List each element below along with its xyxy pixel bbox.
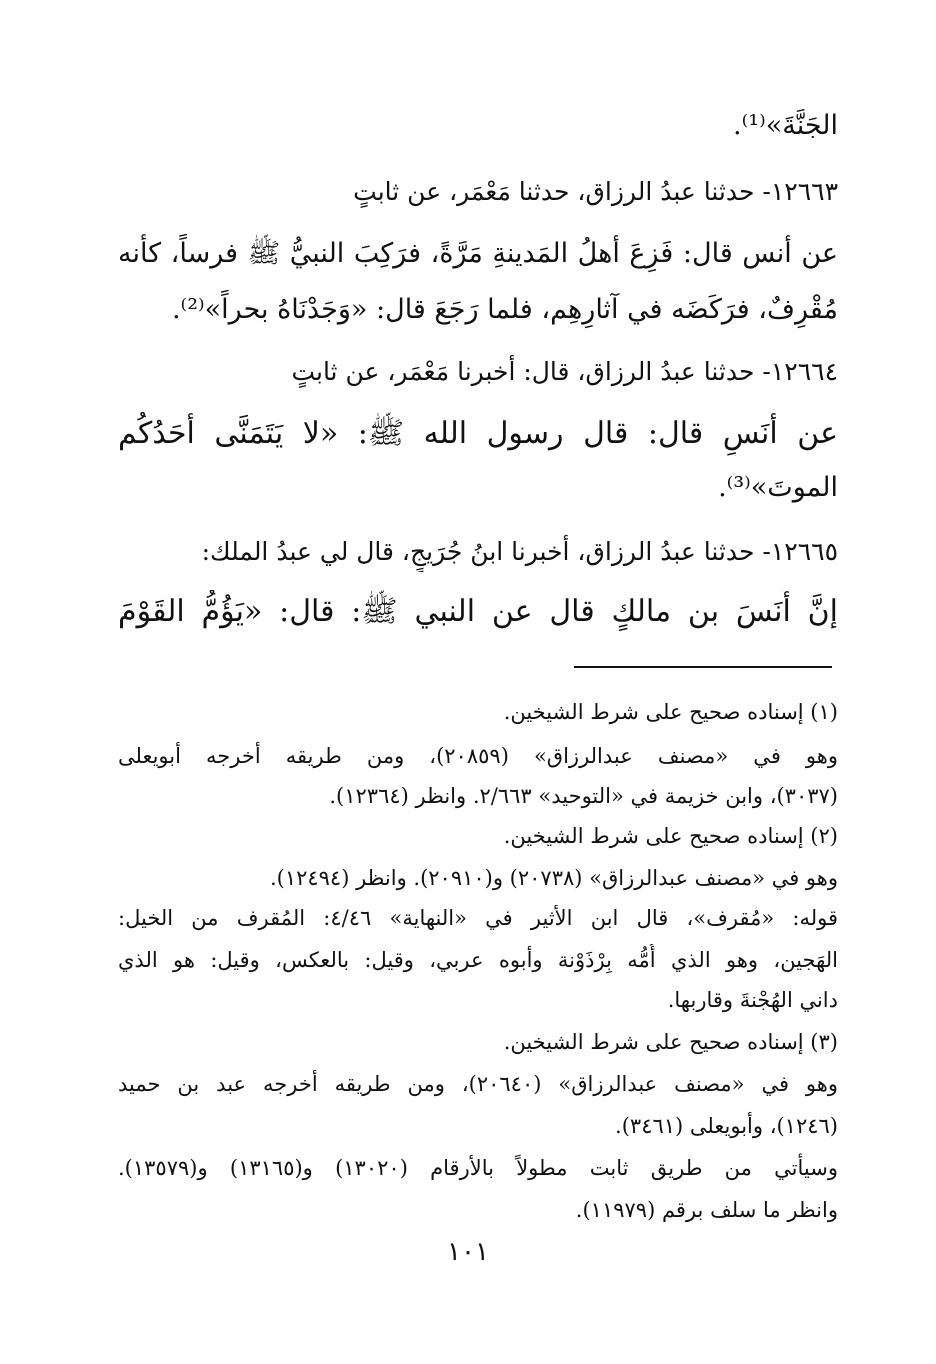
footnote-line: وانظر ما سلف برقم (١١٩٧٩). bbox=[575, 1198, 838, 1222]
text-line-4: مُقْرِفٌ، فرَكَضَه في آثارِهِم، فلما رَجَعَ قال: «وَجَدْنَاهُ بحراً»⁽²⁾. bbox=[171, 294, 838, 325]
footnote-line: وهو في «مصنف عبدالرزاق» (٢٠٦٤٠)، ومن طريقه أخرجه عبد بن حميد bbox=[118, 1072, 838, 1096]
text-line-7: الموتَ»⁽³⁾. bbox=[718, 472, 838, 503]
hadith-header-12663: ١٢٦٦٣- حدثنا عبدُ الرزاق، حدثنا مَعْمَر، عن ثابتٍ bbox=[353, 177, 838, 206]
footnote-2-title: (٢) إسناده صحيح على شرط الشيخين. bbox=[503, 824, 838, 848]
footnote-divider bbox=[574, 666, 832, 668]
page-number: ١٠١ bbox=[447, 1237, 489, 1267]
footnote-line: داني الهُجْنةَ وقاربها. bbox=[667, 988, 838, 1012]
footnote-3-title: (٣) إسناده صحيح على شرط الشيخين. bbox=[503, 1030, 838, 1054]
footnote-line: وهو في «مصنف عبدالرزاق» (٢٠٨٥٩)، ومن طريقه أخرجه أبويعلى bbox=[118, 744, 838, 768]
text-line-9: إنَّ أَنَسَ بن مالكٍ قال عن النبي ﷺ: قال: «يَؤُمُّ القَوْمَ bbox=[118, 594, 838, 629]
footnote-line: وسيأتي من طريق ثابت مطولاً بالأرقام (١٣٠٢٠) و(١٣١٦٥) و(١٣٥٧٩). bbox=[118, 1156, 838, 1180]
footnote-line: قوله: «مُقرف»، قال ابن الأثير في «النهاية» ٤/٤٦: المُقرف من الخيل: bbox=[118, 906, 838, 930]
footnote-line: الهَجين، وهو الذي أُمُّه بِرْذَوْنة وأبوه عربي، وقيل: بالعكس، وقيل: هو الذي bbox=[118, 948, 838, 972]
footnote-line: (٣٠٣٧)، وابن خزيمة في «التوحيد» ٢/٦٦٣. وانظر (١٢٣٦٤). bbox=[329, 784, 838, 808]
text-line-1: الجَنَّةَ»⁽¹⁾. bbox=[733, 110, 838, 141]
hadith-header-12665: ١٢٦٦٥- حدثنا عبدُ الرزاق، أخبرنا ابنُ جُرَيجٍ، قال لي عبدُ الملك: bbox=[201, 537, 838, 566]
text-line-6: عن أَنَسٍ قال: قال رسول الله ﷺ: «لا يَتَمَنَّى أَحَدُكُم bbox=[118, 416, 838, 451]
footnote-line: وهو في «مصنف عبدالرزاق» (٢٠٧٣٨) و(٢٠٩١٠). وانظر (١٢٤٩٤). bbox=[269, 866, 838, 890]
hadith-header-12664: ١٢٦٦٤- حدثنا عبدُ الرزاق، قال: أخبرنا مَعْمَر، عن ثابتٍ bbox=[291, 357, 838, 386]
footnote-1-title: (١) إسناده صحيح على شرط الشيخين. bbox=[503, 700, 838, 724]
text-line-3: عن أنس قال: فَزِعَ أَهلُ المَدينةِ مَرَّةً، فرَكِبَ النبيُّ ﷺ فرساً، كأنه bbox=[118, 238, 838, 269]
footnote-line: (١٢٤٦)، وأبويعلى (٣٤٦١). bbox=[615, 1114, 838, 1138]
